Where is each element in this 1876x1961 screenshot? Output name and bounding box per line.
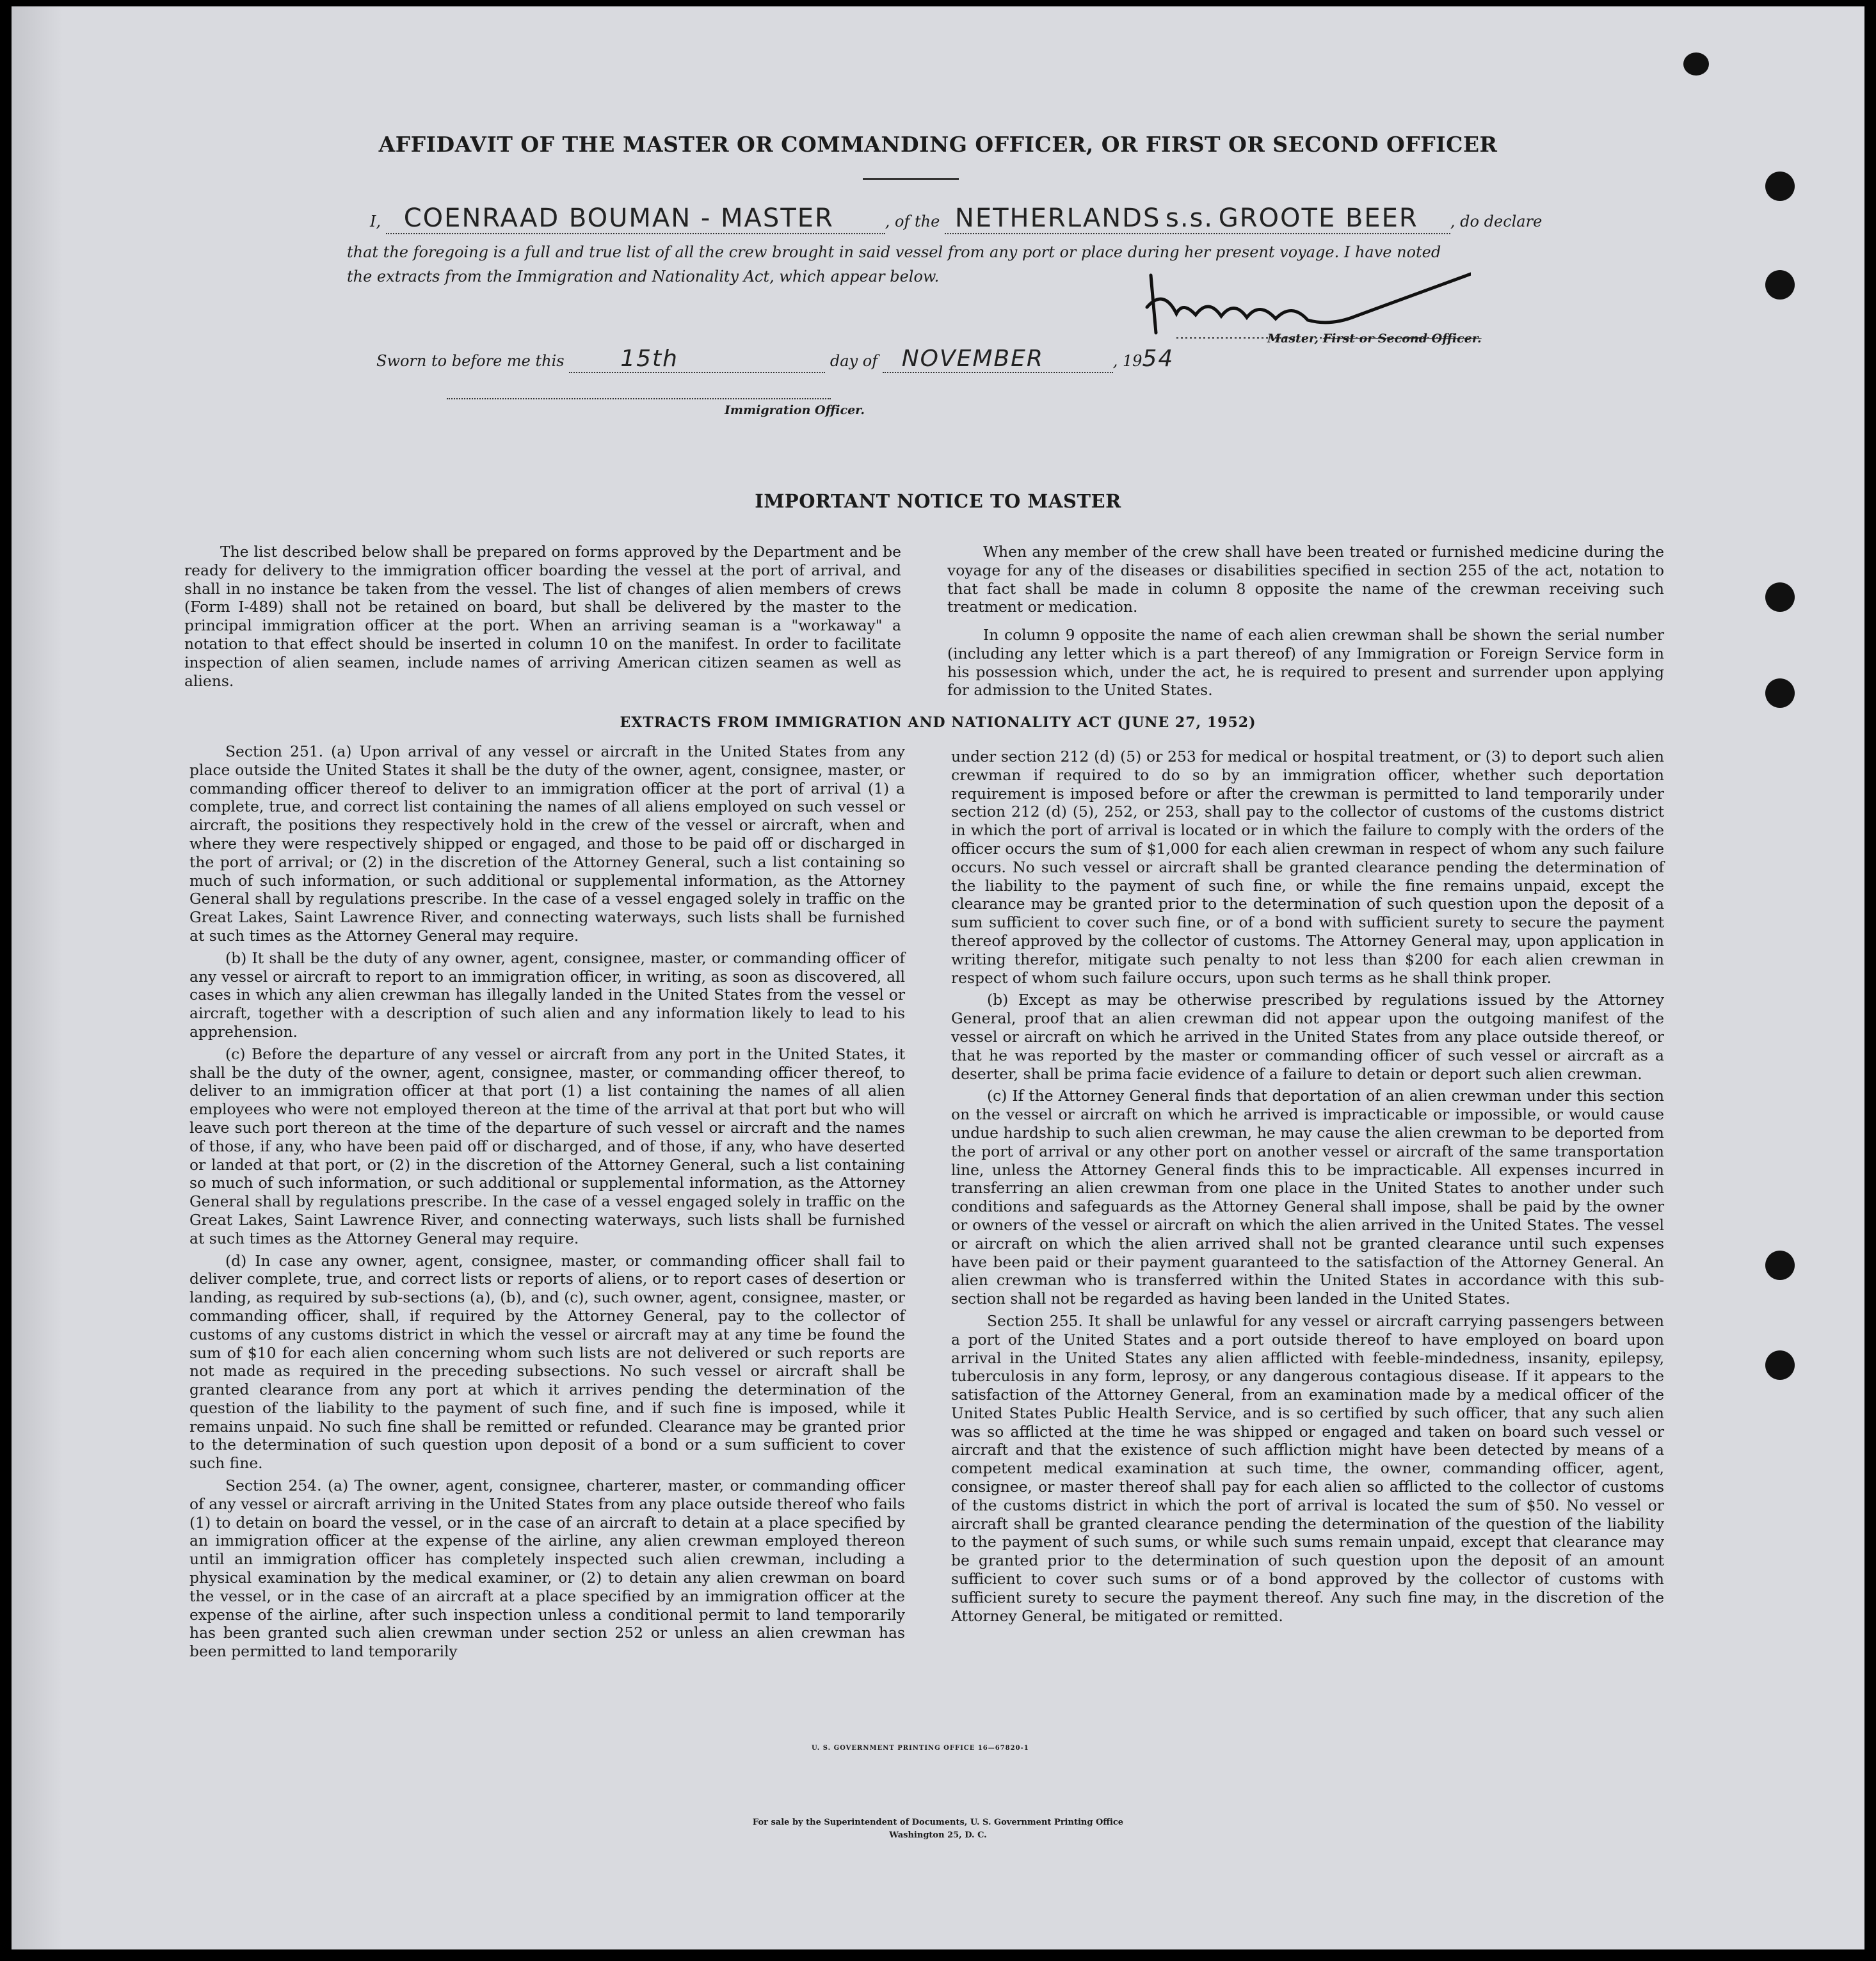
affidavit-title: AFFIDAVIT OF THE MASTER OR COMMANDING OFFICER, OR FIRST OR SECOND OFFICER	[378, 132, 1498, 157]
binder-hole-icon	[1683, 52, 1709, 76]
nationality-handwriting: NETHERLANDS	[954, 204, 1161, 233]
notice-title: IMPORTANT NOTICE TO MASTER	[755, 490, 1121, 512]
section-255: Section 255. It shall be unlawful for any vessel or aircraft carrying passengers between a port of the United States and a port outside thereof to have employed on board upon arrival in the United States any alien afflicted with feeble-mindedness, insanity, epilepsy, tuberculosis in any form, leprosy, or any dangerous contagious disease. If it appears to the satisfaction of the Attorney General, from an examination made by a medical officer of the United States Public Health Service, and is so certified by such officer, that any such alien was so afflicted at the time he was shipped or engaged and taken on board such vessel or aircraft and that the existence of such affliction might have been detected by means of a competent medical examination at such time, the owner, commanding officer, agent, consignee, or master thereof shall pay for each alien so afflicted to the collector of customs of the customs district in which the port of arrival is located the sum of $50. No vessel or aircraft shall be granted clearance pending the determination of the question of the liability to the payment of such sums, or while such sums remain unpaid, except that clearance may be granted prior to the determination of such question upon the deposit of an amount sufficient to cover such sums or of a bond approved by the collector of customs with sufficient surety to secure the payment thereof. Any such fine may, in the discretion of the Attorney General, be mitigated or remitted.	[951, 1311, 1664, 1625]
extracts-right-column	[951, 748, 1664, 1625]
footer-line-1: For sale by the Superintendent of Documents, U. S. Government Printing Office	[752, 1818, 1124, 1827]
footer-line-2: Washington 25, D. C.	[889, 1830, 987, 1840]
role-struck-out: First or Second Officer.	[1322, 332, 1482, 346]
document-page	[12, 6, 1864, 1949]
signer-role	[1267, 332, 1482, 346]
day-of-label: day of	[830, 352, 878, 370]
binder-hole-icon	[1765, 1350, 1795, 1380]
section-254c: (c) If the Attorney General finds that deportation of an alien crewman under this section on the vessel or aircraft on which he arrived is impracticable or impossible, or would cause undue hardship to such alien crewman, he may cause the alien crewman to be deported from the port of arrival or any other port on another vessel or aircraft of the same transportation line, unless the Attorney General finds this to be impracticable. All expenses incurred in transferring an alien crewman from one place in the United States to another under such conditions and safeguards as the Attorney General shall impose, shall be paid by the owner or owners of the vessel or aircraft on which the alien arrived in the United States. The vessel or aircraft on which the alien arrived shall not be granted clearance until such expenses have been paid or their payment guaranteed to the satisfaction of the Attorney General. An alien crewman who is transferred within the United States in accordance with this sub-section shall not be regarded as having been landed in the United States.	[951, 1087, 1664, 1308]
section-251a: Section 251. (a) Upon arrival of any vessel or aircraft in the United States from any place outside the United States it shall be the duty of the owner, agent, consignee, master, or commanding officer thereof to deliver to an immigration officer at the port of arrival (1) a complete, true, and correct list containing the names of all aliens employed on such vessel or aircraft, the positions they respectively hold in the crew of the vessel or aircraft, when and where they were respectively shipped or engaged, and those to be paid off or discharged in the port of arrival; or (2) in the discretion of the Attorney General, such a list containing so much of such information, or such additional or supplemental information, as the Attorney General shall by regulations prescribe. In the case of a vessel engaged solely in traffic on the Great Lakes, Saint Lawrence River, and connecting waterways, such lists shall be furnished at such times as the Attorney General may require.	[189, 742, 905, 945]
sworn-line	[376, 346, 1174, 373]
do-declare-label: , do declare	[1450, 212, 1543, 230]
sworn-month-field	[883, 346, 1113, 373]
ship-prefix-handwriting: s.s.	[1166, 204, 1214, 233]
gpo-imprint: U. S. GOVERNMENT PRINTING OFFICE 16—67820-1	[812, 1745, 1029, 1752]
page-edge-shadow	[12, 6, 63, 1949]
footer	[12, 1816, 1864, 1842]
declaration-line-1	[370, 204, 1542, 234]
sworn-day-handwriting: 15th	[620, 346, 678, 372]
title-divider	[863, 178, 959, 180]
declarant-field	[386, 204, 885, 234]
binder-hole-icon	[1765, 172, 1795, 201]
binder-hole-icon	[1765, 270, 1795, 300]
binder-hole-icon	[1765, 582, 1795, 612]
sworn-day-field	[569, 346, 825, 373]
binder-hole-icon	[1765, 1251, 1795, 1280]
declarant-handwriting: COENRAAD BOUMAN - MASTER	[403, 204, 834, 233]
section-254a-continued: under section 212 (d) (5) or 253 for medical or hospital treatment, or (3) to deport such alien crewman if required to do so by an immigration officer, whether such deportation requirement is imposed before or after the crewman is permitted to land temporarily under section 212 (d) (5), 252, or 253, shall pay to the collector of customs of the customs district in which the port of arrival is located or in which the failure to comply with the orders of the officer occurs the sum of $1,000 for each alien crewman in respect of whom any such failure occurs. No such vessel or aircraft shall be granted clearance pending the determination of the liability to the payment of such fine, or while the fine remains unpaid, except the clearance may be granted prior to the determination of such question upon the deposit of a sum sufficient to cover such fine, or of a bond with sufficient surety to secure the payment thereof approved by the collector of customs. The Attorney General may, upon application in writing therefor, mitigate such penalty to not less than $200 for each alien crewman in respect of whom such failure occurs, upon such terms as he shall think proper.	[951, 748, 1664, 987]
vessel-field	[945, 204, 1450, 234]
declaration-line-2: that the foregoing is a full and true list of all the crew brought in said vessel from any port or place during her present voyage. I have noted	[347, 243, 1441, 261]
notice-left-paragraph: The list described below shall be prepared on forms approved by the Department and be ready for delivery to the immigration officer boarding the vessel at the port of arrival, and shall in no instance be taken from the vessel. The list of changes of alien members of crews (Form I-489) shall not be retained on board, but shall be delivered by the master to the principal immigration officer at the port. When an arriving seaman is a "workaway" a notation to that effect should be inserted in column 10 on the manifest. In order to facilitate inspection of alien seamen, include names of arriving American citizen seamen as well as aliens.	[184, 543, 901, 690]
sworn-label: Sworn to before me this	[376, 352, 565, 370]
year-prefix: , 19	[1112, 352, 1142, 370]
section-251c: (c) Before the departure of any vessel or aircraft from any port in the United States, it shall be the duty of the owner, agent, consignee, master, or commanding officer thereof, to deliver to an immigration officer at that port (1) a list containing the names of all alien employees who were not employed thereon at the time of the arrival at that port but who will leave such port thereon at the time of the departure of such vessel or aircraft and the names of those, if any, who have been paid off or discharged, and of those, if any, who have deserted or landed at that port, or (2) in the discretion of the Attorney General, such a list containing so much of such information, or such additional or supplemental information, as the Attorney General shall by regulations prescribe. In the case of a vessel engaged solely in traffic on the Great Lakes, Saint Lawrence River, and connecting waterways, such lists shall be furnished at such times as the Attorney General may require.	[189, 1045, 905, 1247]
prefix-i: I,	[370, 212, 381, 230]
section-251d: (d) In case any owner, agent, consignee, master, or commanding officer shall fail to deliver complete, true, and correct lists or reports of aliens, or to report cases of desertion or landing, as required by sub-sections (a), (b), and (c), such owner, agent, consignee, master, or commanding officer, shall, if required by the Attorney General, pay to the collector of customs of any customs district in which the vessel or aircraft may at any time be found the sum of $10 for each alien concerning whom such lists are not delivered or such reports are not made as required in the preceding subsections. No such vessel or aircraft shall be granted clearance from any port at which it arrives pending the determination of the question of the liability to the payment of such fine, and if such fine is imposed, while it remains unpaid. No such fine shall be remitted or refunded. Clearance may be granted prior to the determination of such question upon deposit of a bond or a sum sufficient to cover such fine.	[189, 1251, 905, 1473]
immigration-officer-label: Immigration Officer.	[725, 403, 865, 417]
notice-right-paragraph-1: When any member of the crew shall have been treated or furnished medicine during the voyage for any of the diseases or disabilities specified in section 255 of the act, notation to that fact shall be made in column 8 opposite the name of the crewman receiving such treatment or medication.	[947, 543, 1664, 616]
declaration-line-3: the extracts from the Immigration and Nationality Act, which appear below.	[347, 268, 940, 285]
section-251b: (b) It shall be the duty of any owner, agent, consignee, master, or commanding officer of any vessel or aircraft to report to an immigration officer, in writing, as soon as discovered, all cases in which any alien crewman has illegally landed in the United States from the vessel or aircraft, together with a description of such alien and any information likely to lead to his apprehension.	[189, 948, 905, 1041]
officer-signature-line	[447, 398, 831, 399]
section-254b: (b) Except as may be otherwise prescribed by regulations issued by the Attorney General, proof that an alien crewman did not appear upon the outgoing manifest of the vessel or aircraft on which he arrived in the United States from any place outside thereof, or that he was reported by the master or commanding officer of such vessel or aircraft as a deserter, shall be prima facie evidence of a failure to detain or deport such alien crewman.	[951, 991, 1664, 1083]
vessel-name-handwriting: GROOTE BEER	[1218, 204, 1418, 233]
extracts-left-column	[189, 742, 905, 1661]
notice-right-paragraph-2: In column 9 opposite the name of each alien crewman shall be shown the serial number (including any letter which is a part thereof) of any Immigration or Foreign Service form in his possession which, under the act, he is required to present and surrender upon applying for admission to the United States.	[947, 626, 1664, 700]
extracts-title: EXTRACTS FROM IMMIGRATION AND NATIONALITY ACT (JUNE 27, 1952)	[620, 714, 1256, 731]
section-254a: Section 254. (a) The owner, agent, consignee, charterer, master, or commanding officer of any vessel or aircraft arriving in the United States from any place outside thereof who fails (1) to detain on board the vessel, or in the case of an aircraft to detain at a place specified by an immigration officer at the expense of the airline, any alien crewman employed thereon until an immigration officer has completely inspected such alien crewman, including a physical examination by the medical examiner, or (2) to detain any alien crewman on board the vessel, or in the case of an aircraft at a place specified by an immigration officer at the expense of the airline, after such inspection unless a conditional permit to land temporarily has been granted such alien crewman under section 252 or unless an alien crewman has been permitted to land temporarily	[189, 1477, 905, 1661]
role-master: Master,	[1267, 332, 1319, 346]
binder-hole-icon	[1765, 678, 1795, 708]
year-handwriting: 54	[1142, 346, 1175, 372]
of-the-label: , of the	[885, 212, 940, 230]
sworn-month-handwriting: NOVEMBER	[901, 346, 1044, 372]
